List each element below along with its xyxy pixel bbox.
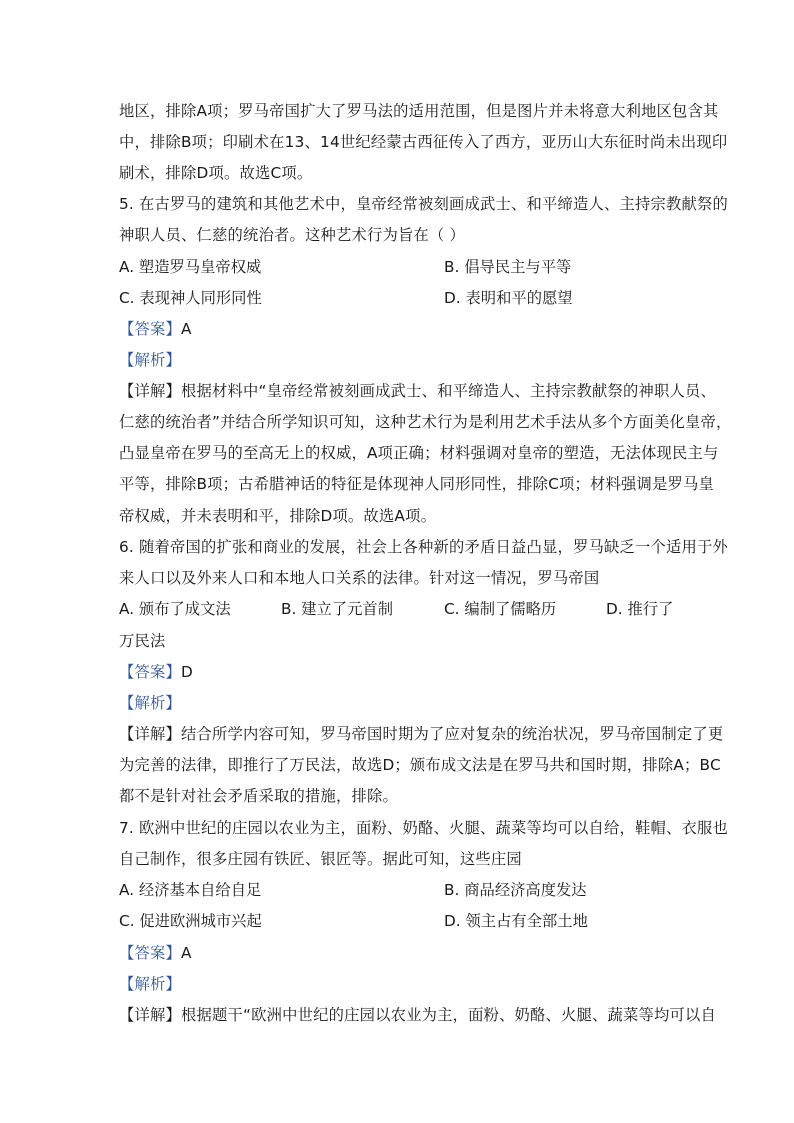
analysis-tag: 【解析】 bbox=[119, 975, 181, 993]
question-7-answer bbox=[119, 943, 192, 963]
detail-tag: 【详解】 bbox=[119, 382, 181, 400]
detail-text: 平等，排除B项；古希腊神话的特征是体现神人同形同性，排除C项；材料强调是罗马皇 bbox=[119, 475, 714, 493]
analysis-tag: 【解析】 bbox=[119, 351, 181, 369]
answer-tag: 【答案】 bbox=[119, 663, 181, 681]
question-7-detail bbox=[119, 1005, 716, 1025]
answer-value: A bbox=[181, 944, 192, 962]
question-5-stem: 神职人员、仁慈的统治者。这种艺术行为旨在（ ） bbox=[119, 226, 465, 244]
detail-text: 根据材料中“皇帝经常被刻画成武士、和平缔造人、主持宗教献祭的神职人员、 bbox=[181, 382, 717, 400]
question-7-option-d: D. 领主占有全部土地 bbox=[444, 912, 588, 930]
question-6-option-b: B. 建立了元首制 bbox=[281, 600, 394, 618]
question-6-detail bbox=[119, 724, 723, 744]
detail-text: 仁慈的统治者”并结合所学知识可知，这种艺术行为是利用艺术手法从多个方面美化皇帝， bbox=[119, 413, 732, 431]
detail-tag: 【详解】 bbox=[119, 1006, 181, 1024]
question-6-option-c: C. 编制了儒略历 bbox=[444, 600, 557, 618]
detail-text: 结合所学内容可知，罗马帝国时期为了应对复杂的统治状况，罗马帝国制定了更 bbox=[181, 725, 724, 743]
question-7-option-a: A. 经济基本自给自足 bbox=[119, 881, 262, 899]
question-5-detail bbox=[119, 381, 716, 401]
question-6-stem: 6. 随着帝国的扩张和商业的发展，社会上各种新的矛盾日益凸显，罗马缺乏一个适用于外 bbox=[119, 538, 728, 556]
analysis-tag: 【解析】 bbox=[119, 694, 181, 712]
question-6-option-d: D. 推行了 bbox=[606, 600, 674, 618]
answer-value: D bbox=[181, 663, 193, 681]
question-6-option-a: A. 颁布了成文法 bbox=[119, 600, 231, 618]
answer-tag: 【答案】 bbox=[119, 320, 181, 338]
detail-tag: 【详解】 bbox=[119, 725, 181, 743]
body-text-line: 刷术，排除D项。故选C项。 bbox=[119, 164, 313, 182]
question-6-stem: 来人口以及外来人口和本地人口关系的法律。针对这一情况，罗马帝国 bbox=[119, 569, 600, 587]
detail-text: 帝权威，并未表明和平，排除D项。故选A项。 bbox=[119, 507, 437, 525]
question-5-answer bbox=[119, 319, 192, 339]
question-7-option-c: C. 促进欧洲城市兴起 bbox=[119, 912, 262, 930]
detail-text: 为完善的法律，即推行了万民法，故选D；颁布成文法是在罗马共和国时期，排除A；BC bbox=[119, 756, 721, 774]
detail-text: 根据题干“欧洲中世纪的庄园以农业为主，面粉、奶酪、火腿、蔬菜等均可以自 bbox=[181, 1006, 717, 1024]
question-7-stem: 7. 欧洲中世纪的庄园以农业为主，面粉、奶酪、火腿、蔬菜等均可以自给，鞋帽、衣服也 bbox=[119, 819, 728, 837]
question-6-answer bbox=[119, 662, 193, 682]
question-5-stem: 5. 在古罗马的建筑和其他艺术中，皇帝经常被刻画成武士、和平缔造人、主持宗教献祭的 bbox=[119, 195, 728, 213]
question-5-option-a: A. 塑造罗马皇帝权威 bbox=[119, 258, 262, 276]
question-5-option-d: D. 表明和平的愿望 bbox=[444, 289, 573, 307]
detail-text: 凸显皇帝在罗马的至高无上的权威，A项正确；材料强调对皇帝的塑造，无法体现民主与 bbox=[119, 444, 719, 462]
detail-text: 都不是针对社会矛盾采取的措施，排除。 bbox=[119, 787, 398, 805]
body-text-line: 中，排除B项；印刷术在13、14世纪经蒙古西征传入了西方，亚历山大东征时尚未出现印 bbox=[119, 133, 728, 151]
question-5-option-b: B. 倡导民主与平等 bbox=[444, 258, 572, 276]
question-7-option-b: B. 商品经济高度发达 bbox=[444, 881, 587, 899]
question-7-stem: 自己制作，很多庄园有铁匠、银匠等。据此可知，这些庄园 bbox=[119, 850, 522, 868]
answer-value: A bbox=[181, 320, 192, 338]
body-text-line: 地区，排除A项；罗马帝国扩大了罗马法的适用范围，但是图片并未将意大利地区包含其 bbox=[119, 102, 719, 120]
question-5-option-c: C. 表现神人同形同性 bbox=[119, 289, 262, 307]
answer-tag: 【答案】 bbox=[119, 944, 181, 962]
question-6-option-d-continued: 万民法 bbox=[119, 632, 166, 650]
